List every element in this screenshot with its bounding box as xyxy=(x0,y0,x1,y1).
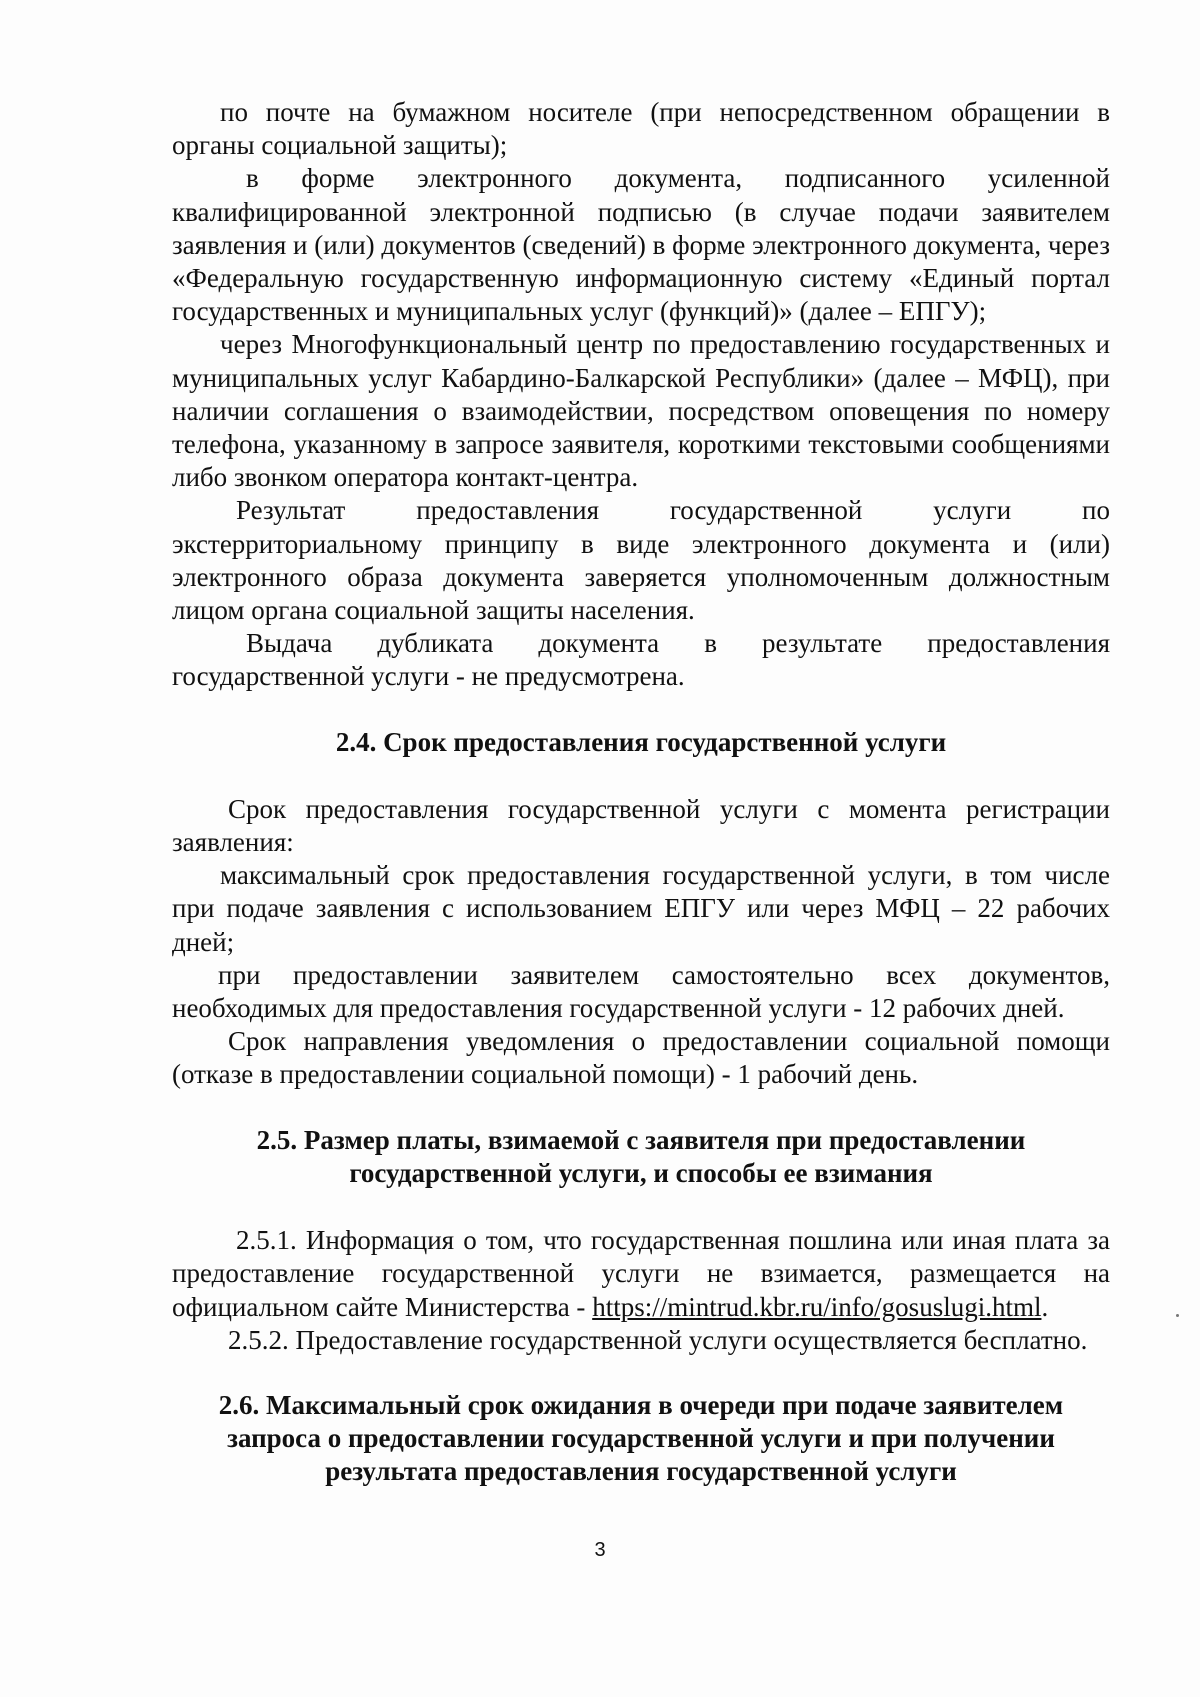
scan-speck xyxy=(1176,1314,1179,1317)
spacer xyxy=(172,1092,1110,1124)
section-heading-2-5 xyxy=(172,1124,1110,1190)
paragraph-duplicate: Выдача дубликата документа в результате предоставления государственной услуги - не предусмотрена. xyxy=(172,628,1110,692)
spacer xyxy=(172,1357,1110,1389)
paragraph-mfc: через Многофункциональный центр по предоставлению государственных и муниципальных услуг Кабардино-Балкарской Республики» (далее – МФЦ), при наличии соглашения о взаимодействии, посредством оповещения по номеру телефона, указанному в запросе заявителя, короткими текстовыми сообщениями либо звонком оператора контакт-центра. xyxy=(172,329,1110,493)
section-heading-2-6-line2: запроса о предоставлении государственной услуги и при получении xyxy=(227,1423,1055,1454)
spacer xyxy=(172,759,1110,793)
paragraph-max-term: максимальный срок предоставления государственной услуги, в том числе при подаче заявления с использованием ЕПГУ или через МФЦ – 22 рабочих дней; xyxy=(172,860,1110,957)
ministry-website-link[interactable]: https://mintrud.kbr.ru/info/gosuslugi.html xyxy=(592,1291,1042,1322)
paragraph-term-intro: Срок предоставления государственной услуги с момента регистрации заявления: xyxy=(172,793,1110,858)
spacer xyxy=(172,1190,1110,1224)
section-heading-2-5-line1: 2.5. Размер платы, взимаемой с заявителя при предоставлении xyxy=(256,1124,1026,1155)
section-heading-2-5-line2: государственной услуги, и способы ее взимания xyxy=(349,1157,933,1188)
paragraph-mail-delivery: по почте на бумажном носителе (при непосредственном обращении в органы социальной защиты); xyxy=(172,97,1110,161)
section-heading-2-6-line3: результата предоставления государственной услуги xyxy=(325,1456,957,1487)
section-heading-2-6-line1: 2.6. Максимальный срок ожидания в очереди при подаче заявителем xyxy=(218,1389,1064,1420)
section-heading-2-4: 2.4. Срок предоставления государственной услуги xyxy=(335,726,947,757)
paragraph-result-extraterritorial: Результат предоставления государственной услуги по экстерриториальному принципу в виде электронного документа и (или) электронного образа документа заверяется уполномоченным должностным лицом органа социальной защиты населения. xyxy=(172,495,1110,626)
paragraph-notification-term: Срок направления уведомления о предоставлении социальной помощи (отказе в предоставлении социальной помощи) - 1 рабочий день. xyxy=(172,1026,1110,1090)
spacer xyxy=(172,694,1110,726)
document-body xyxy=(172,96,1110,1489)
paragraph-2-5-1-text: 2.5.1. Информация о том, что государственная пошлина или иная плата за предоставление государственной услуги не взимается, размещается на официальном сайте Министерства - xyxy=(172,1225,1110,1322)
paragraph-electronic-document: в форме электронного документа, подписанного усиленной квалифицированной электронной подписью (в случае подачи заявителем заявления и (или) документов (сведений) в форме электронного документа, через «Федеральную государственную информационную систему «Единый портал государственных и муниципальных услуг (функций)» (далее – ЕПГУ); xyxy=(172,163,1110,327)
paragraph-2-5-1-end: . xyxy=(1041,1291,1049,1322)
page-number: 3 xyxy=(594,1539,606,1561)
paragraph-2-5-1 xyxy=(172,1224,1110,1324)
paragraph-2-5-2: 2.5.2. Предоставление государственной услуги осуществляется бесплатно. xyxy=(228,1324,1088,1355)
section-heading-2-6 xyxy=(172,1389,1110,1489)
paragraph-self-submission: при предоставлении заявителем самостоятельно всех документов, необходимых для предоставления государственной услуги - 12 рабочих дней. xyxy=(172,959,1110,1024)
